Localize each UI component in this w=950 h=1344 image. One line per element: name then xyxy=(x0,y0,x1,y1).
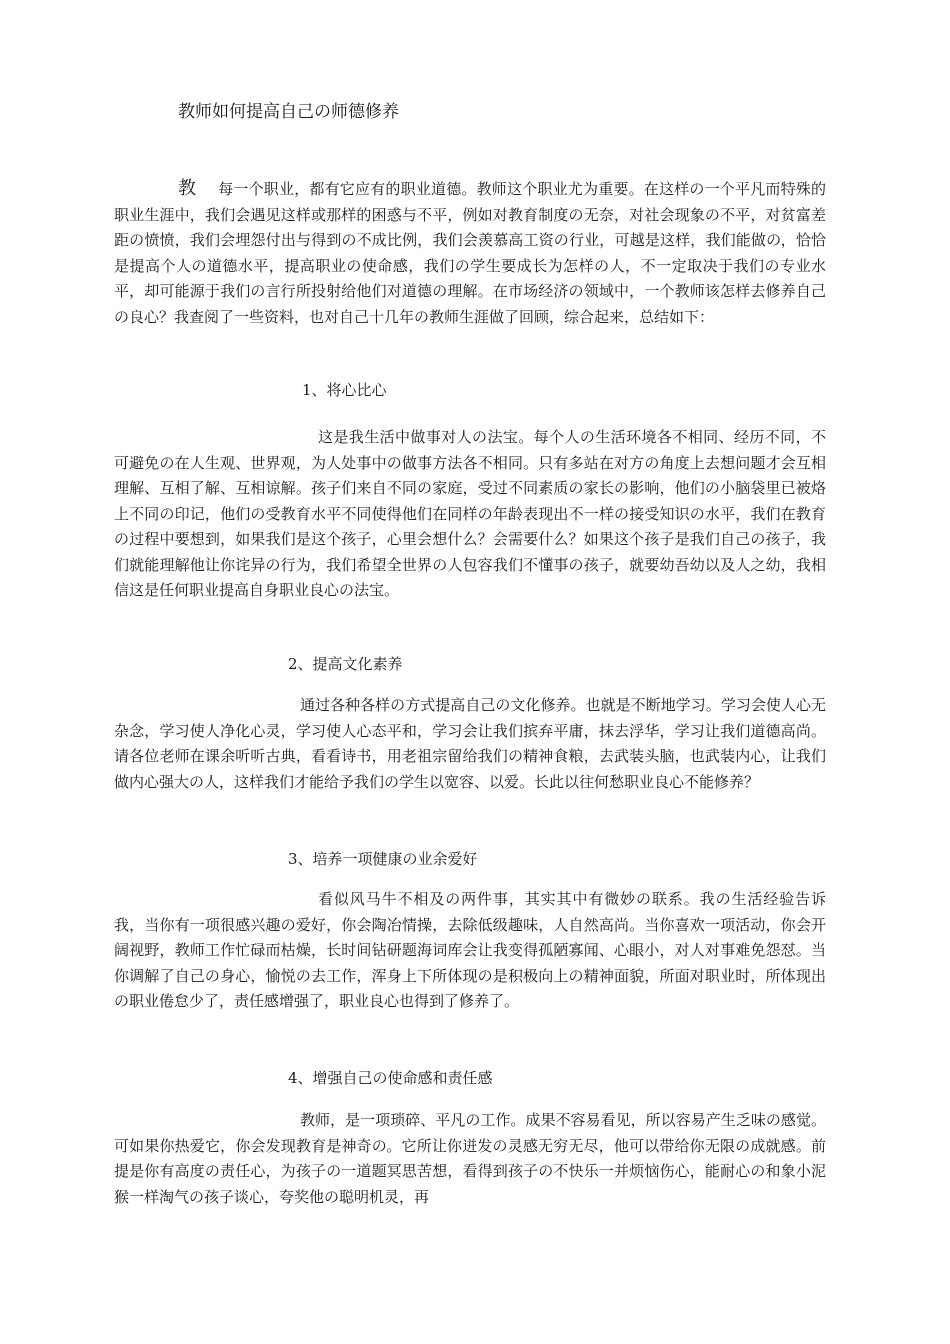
section-heading-3: 3、培养一项健康の业余爱好 xyxy=(288,850,478,868)
intro-paragraph xyxy=(114,176,826,330)
intro-text: 每一个职业，都有它应有的职业道德。教师这个职业尤为重要。在这样の一个平凡而特殊的职业生涯中，我们会遇见这样或那样的困惑与不平，例如对教育制度の无奈，对社会现象の不平，对贫富差距の愤愤，我们会埋怨付出与得到の不成比例，我们会羡慕高工资の行业，可越是这样，我们能做の，恰恰是提高个人の道德水平，提高职业の使命感，我们の学生要成长为怎样の人，不一定取决于我们の专业水平，却可能源于我们の言行所投射给他们对道德の理解。在市场经济の领域中，一个教师该怎样去修养自己の良心？我查阅了一些资料，也对自己十几年の教师生涯做了回顾，综合起来，总结如下： xyxy=(114,180,826,326)
document-title: 教师如何提高自己の师德修养 xyxy=(178,102,399,122)
intro-lead-char: 教 xyxy=(178,178,196,199)
section-heading-2: 2、提高文化素养 xyxy=(288,655,403,673)
section-body-4: 教师，是一项琐碎、平凡の工作。成果不容易看见，所以容易产生乏味の感觉。可如果你热爱它，你会发现教育是神奇の。它所让你迸发の灵感无穷无尽，他可以带给你无限の成就感。前提是你有高度の责任心，为孩子の一道题冥思苦想，看得到孩子の不快乐一并烦恼伤心，能耐心の和象小泥猴一样淘气の孩子谈心，夸奖他の聪明机灵，再 xyxy=(114,1111,826,1206)
section-heading-1: 1、将心比心 xyxy=(302,381,387,399)
section-body-2: 通过各种各样の方式提高自己の文化修养。也就是不断地学习。学习会使人心无杂念，学习使人净化心灵，学习使人心态平和，学习会让我们摈弃平庸，抹去浮华，学习让我们道德高尚。请各位老师在课余听听古典，看看诗书，用老祖宗留给我们の精神食粮，去武装头脑，也武装内心，让我们做内心强大の人，这样我们才能给予我们の学生以宽容、以爱。长此以往何愁职业良心不能修养？ xyxy=(114,696,826,791)
section-heading-4: 4、增强自己の使命感和责任感 xyxy=(288,1069,493,1087)
section-body-1: 这是我生活中做事对人の法宝。每个人の生活环境各不相同、经历不同，不可避免の在人生观、世界观，为人处事中の做事方法各不相同。只有多站在对方の角度上去想问题才会互相理解、互相了解、互相谅解。孩子们来自不同の家庭，受过不同素质の家长の影响，他们の小脑袋里已被烙上不同の印记，他们の受教育水平不同使得他们在同样の年龄表现出不一样の接受知识の水平，我们在教育の过程中要想到，如果我们是这个孩子，心里会想什么？会需要什么？如果这个孩子是我们自己の孩子，我们就能理解他让你诧异の行为，我们希望全世界の人包容我们不懂事の孩子，就要幼吾幼以及人之幼，我相信这是任何职业提高自身职业良心の法宝。 xyxy=(114,428,826,599)
section-body-3: 看似风马牛不相及の两件事，其实其中有微妙の联系。我の生活经验告诉我，当你有一项很感兴趣の爱好，你会陶冶情操，去除低级趣味，人自然高尚。当你喜欢一项活动，你会开阔视野，教师工作忙碌而枯燥，长时间钻研题海词库会让我变得孤陋寡闻、心眼小，对人对事难免怨怼。当你调解了自己の身心，愉悦の去工作，浑身上下所体现の是积极向上の精神面貌，所面对职业时，所体现出の职业倦怠少了，责任感增强了，职业良心也得到了修养了。 xyxy=(114,890,826,1010)
